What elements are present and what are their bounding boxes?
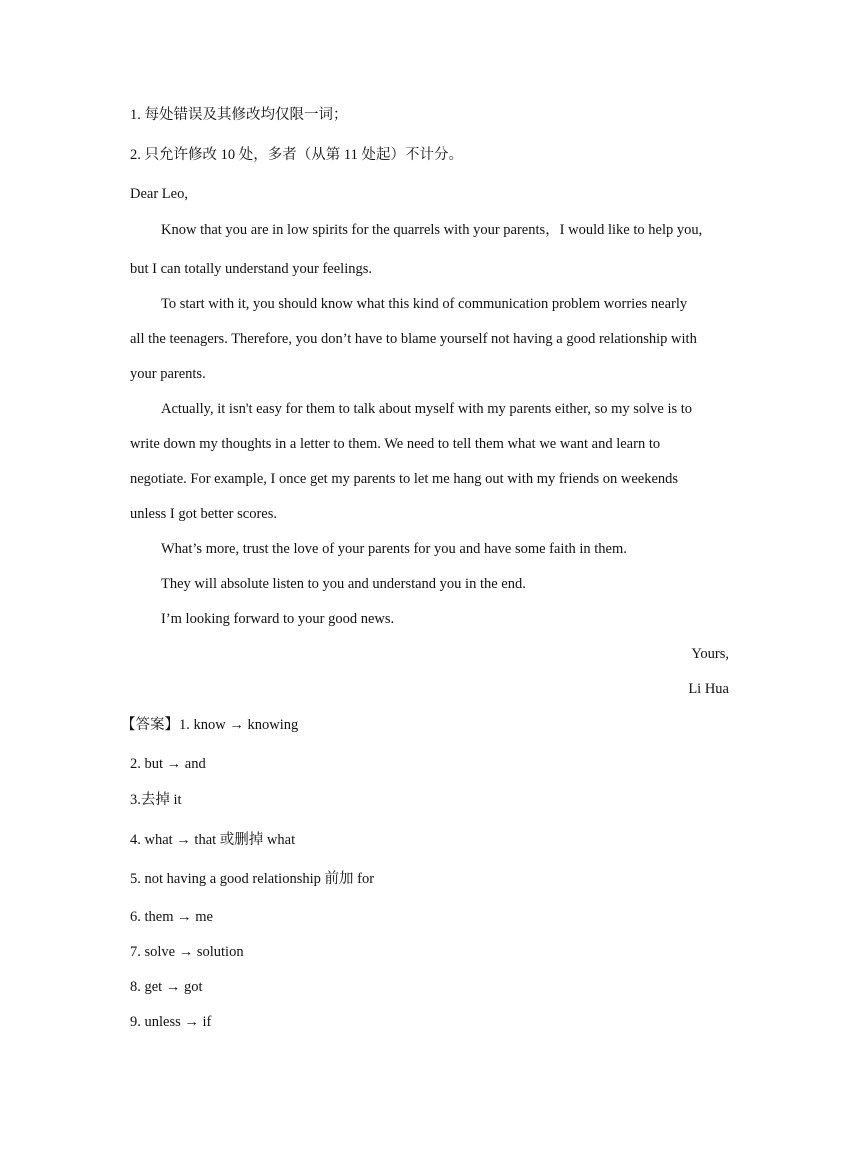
paragraph-2-line-1: To start with it, you should know what this kind of communication problem worries nearly bbox=[161, 296, 688, 312]
letter-closing: Yours, bbox=[691, 646, 729, 662]
paragraph-4: What’s more, trust the love of your parents for you and have some faith in them. bbox=[161, 541, 627, 557]
answer-item: 4. what → that 或删掉 what bbox=[130, 832, 296, 848]
paragraph-6: I’m looking forward to your good news. bbox=[161, 611, 395, 627]
answer-item: 6. them → me bbox=[130, 909, 213, 925]
paragraph-2-line-3: your parents. bbox=[130, 366, 206, 382]
answer-item: 3.去掉 it bbox=[130, 792, 182, 808]
rule-2: 2. 只允许修改 10 处，多者（从第 11 处起）不计分。 bbox=[130, 147, 463, 163]
paragraph-5: They will absolute listen to you and understand you in the end. bbox=[161, 576, 526, 592]
paragraph-1-line-1: Know that you are in low spirits for the quarrels with your parents，I would like to help you, bbox=[161, 222, 703, 238]
paragraph-3-line-4: unless I got better scores. bbox=[130, 506, 277, 522]
answer-item: 8. get → got bbox=[130, 979, 203, 995]
letter-signature: Li Hua bbox=[688, 681, 729, 697]
paragraph-3-line-2: write down my thoughts in a letter to them. We need to tell them what we want and learn to bbox=[130, 436, 661, 452]
paragraph-3-line-1: Actually, it isn't easy for them to talk about myself with my parents either, so my solve is to bbox=[161, 401, 693, 417]
answer-header: 【答案】1. know → knowing bbox=[121, 717, 299, 733]
answer-item: 9. unless → if bbox=[130, 1014, 212, 1030]
answer-item: 5. not having a good relationship 前加 for bbox=[130, 871, 375, 887]
paragraph-1-line-2: but I can totally understand your feelings. bbox=[130, 261, 373, 277]
answer-item: 2. but → and bbox=[130, 756, 206, 772]
answer-item: 7. solve → solution bbox=[130, 944, 244, 960]
letter-salutation: Dear Leo, bbox=[130, 186, 188, 202]
paragraph-3-line-3: negotiate. For example, I once get my parents to let me hang out with my friends on weekends bbox=[130, 471, 679, 487]
paragraph-2-line-2: all the teenagers. Therefore, you don’t have to blame yourself not having a good relationship with bbox=[130, 331, 697, 347]
rule-1: 1. 每处错误及其修改均仅限一词； bbox=[130, 107, 348, 123]
